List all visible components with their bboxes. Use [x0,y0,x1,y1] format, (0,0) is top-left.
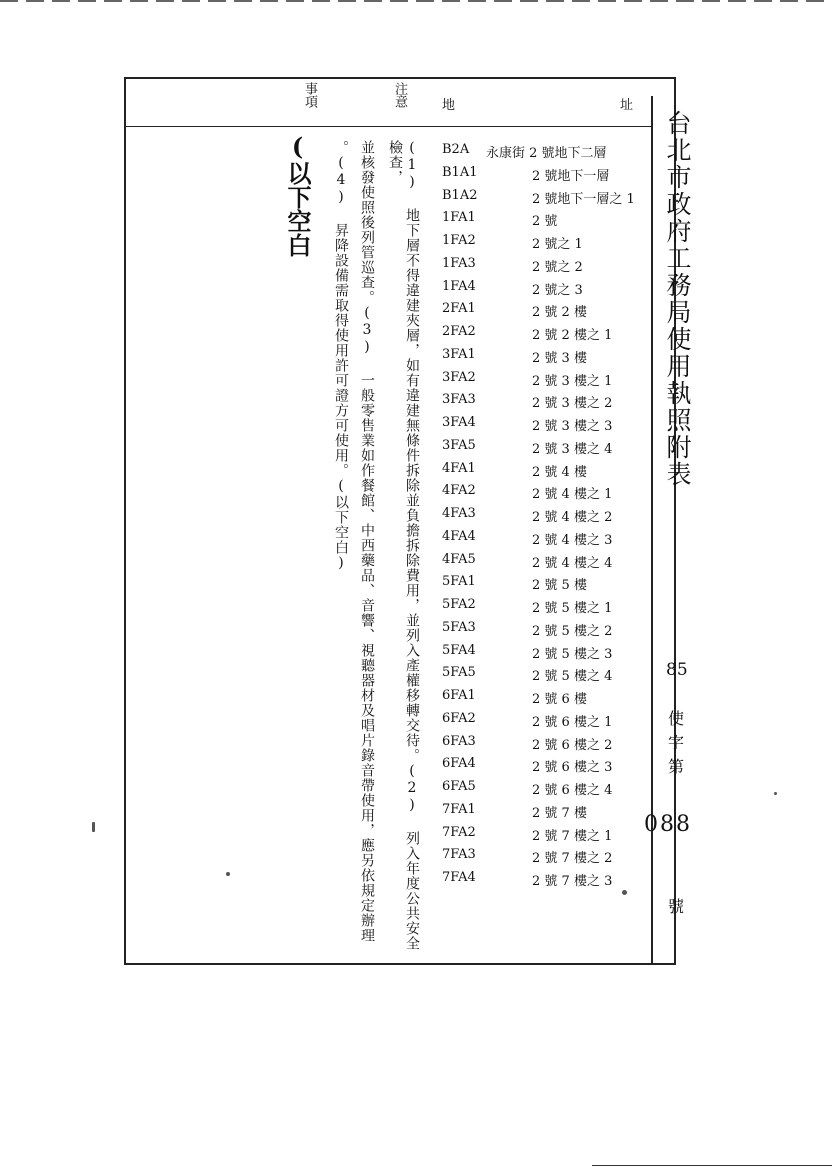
header-notes: 注意 [392,82,407,108]
scan-speck [774,792,777,795]
unit-address: 2 號 6 樓之 4 [532,783,613,798]
unit-code: 5FA3 [442,620,476,635]
permit-char-1: 使 [668,709,685,728]
unit-address: 2 號 4 樓之 2 [532,510,613,525]
unit-code: 7FA2 [442,825,476,840]
header-items: 事項 [302,82,317,108]
unit-address: 2 號地下一層 [532,169,610,184]
unit-code: 5FA2 [442,597,476,612]
note-column-3: 。(4) 昇降設備需取得使用許可證方可使用。(以下空白) [333,140,349,572]
unit-address: 2 號 6 樓之 3 [532,760,613,775]
unit-address: 2 號 2 樓之 1 [532,328,613,343]
unit-address: 2 號 3 樓之 1 [532,374,613,389]
unit-address: 2 號 [532,214,558,229]
header-address-1: 地 [442,98,456,113]
unit-address: 2 號地下一層之 1 [532,192,635,207]
unit-address: 2 號 4 樓之 1 [532,487,613,502]
scan-edge-line [592,1165,832,1166]
unit-code: 5FA4 [442,643,476,658]
blank-mark: (以下空白 [283,132,312,257]
unit-code: 6FA4 [442,756,476,771]
unit-code: 6FA1 [442,688,476,703]
unit-code: 3FA1 [442,347,476,362]
unit-address: 2 號 4 樓之 3 [532,533,613,548]
unit-code: 7FA1 [442,802,476,817]
unit-address: 2 號 5 樓之 2 [532,624,613,639]
unit-code: 4FA3 [442,506,476,521]
unit-code: 7FA4 [442,870,476,885]
unit-address: 2 號 5 樓之 1 [532,601,613,616]
unit-address: 2 號之 3 [532,283,583,298]
unit-address: 永康街 2 號地下二層 [486,146,607,161]
scan-speck [92,822,95,832]
unit-code: 1FA2 [442,233,476,248]
unit-address: 2 號 3 樓之 2 [532,396,613,411]
unit-code: 3FA5 [442,438,476,453]
unit-address: 2 號 5 樓 [532,578,587,593]
header-divider [124,126,652,127]
unit-address: 2 號 6 樓之 2 [532,738,613,753]
unit-code: 6FA2 [442,711,476,726]
unit-code: 3FA2 [442,370,476,385]
unit-address: 2 號 4 樓之 4 [532,556,613,571]
unit-address: 2 號 7 樓之 3 [532,874,613,889]
permit-number: 088 [644,812,692,837]
note-column-1: (1) 地下層不得違建夾層，如有違建無條件拆除並負擔拆除費用，並列入產權移轉交待。(2) 列入年度公共安全檢查， [387,140,420,951]
unit-code: 5FA5 [442,665,476,680]
unit-code: 2FA2 [442,324,476,339]
unit-code: 7FA3 [442,847,476,862]
unit-address: 2 號 3 樓 [532,351,587,366]
unit-address: 2 號 6 樓 [532,692,587,707]
header-address-2: 址 [620,98,634,113]
unit-code: B2A [442,142,470,157]
unit-address: 2 號 3 樓之 4 [532,442,613,457]
unit-code: 6FA3 [442,734,476,749]
unit-code: 6FA5 [442,779,476,794]
note-column-2: 並核發使照後列管巡查。(3) 一般零售業如作餐館、中西藥品、音響、視聽器材及唱片錄音帶使用，應另依規定辦理 [359,140,375,943]
permit-char-2: 字 [668,733,685,752]
permit-char-3: 第 [668,757,685,776]
unit-address: 2 號 3 樓之 3 [532,419,613,434]
scan-speck [622,890,627,895]
unit-code: 4FA1 [442,461,476,476]
unit-code: 1FA3 [442,256,476,271]
unit-address: 2 號 6 樓之 1 [532,715,613,730]
unit-code: 2FA1 [442,301,476,316]
unit-code: 4FA2 [442,483,476,498]
unit-address: 2 號 5 樓之 4 [532,669,613,684]
unit-address: 2 號 5 樓之 3 [532,647,613,662]
permit-suffix: 號 [668,897,685,916]
unit-code: 4FA5 [442,552,476,567]
unit-code: 3FA4 [442,415,476,430]
unit-address: 2 號 7 樓 [532,806,587,821]
unit-address: 2 號 4 樓 [532,465,587,480]
unit-code: 1FA1 [442,210,476,225]
unit-address: 2 號之 1 [532,237,583,252]
unit-address: 2 號 2 樓 [532,305,587,320]
unit-address: 2 號 7 樓之 2 [532,851,613,866]
unit-code: 4FA4 [442,529,476,544]
unit-code: B1A1 [442,165,478,180]
scan-noise-top [0,0,832,2]
scan-speck [226,872,230,876]
permit-year: 85 [666,660,688,680]
unit-code: 1FA4 [442,279,476,294]
unit-address: 2 號 7 樓之 1 [532,829,613,844]
unit-code: 5FA1 [442,574,476,589]
document-title: 台北市政府工務局使用執照附表 [663,110,692,488]
unit-code: 3FA3 [442,392,476,407]
unit-code: B1A2 [442,188,478,203]
unit-address: 2 號之 2 [532,260,583,275]
